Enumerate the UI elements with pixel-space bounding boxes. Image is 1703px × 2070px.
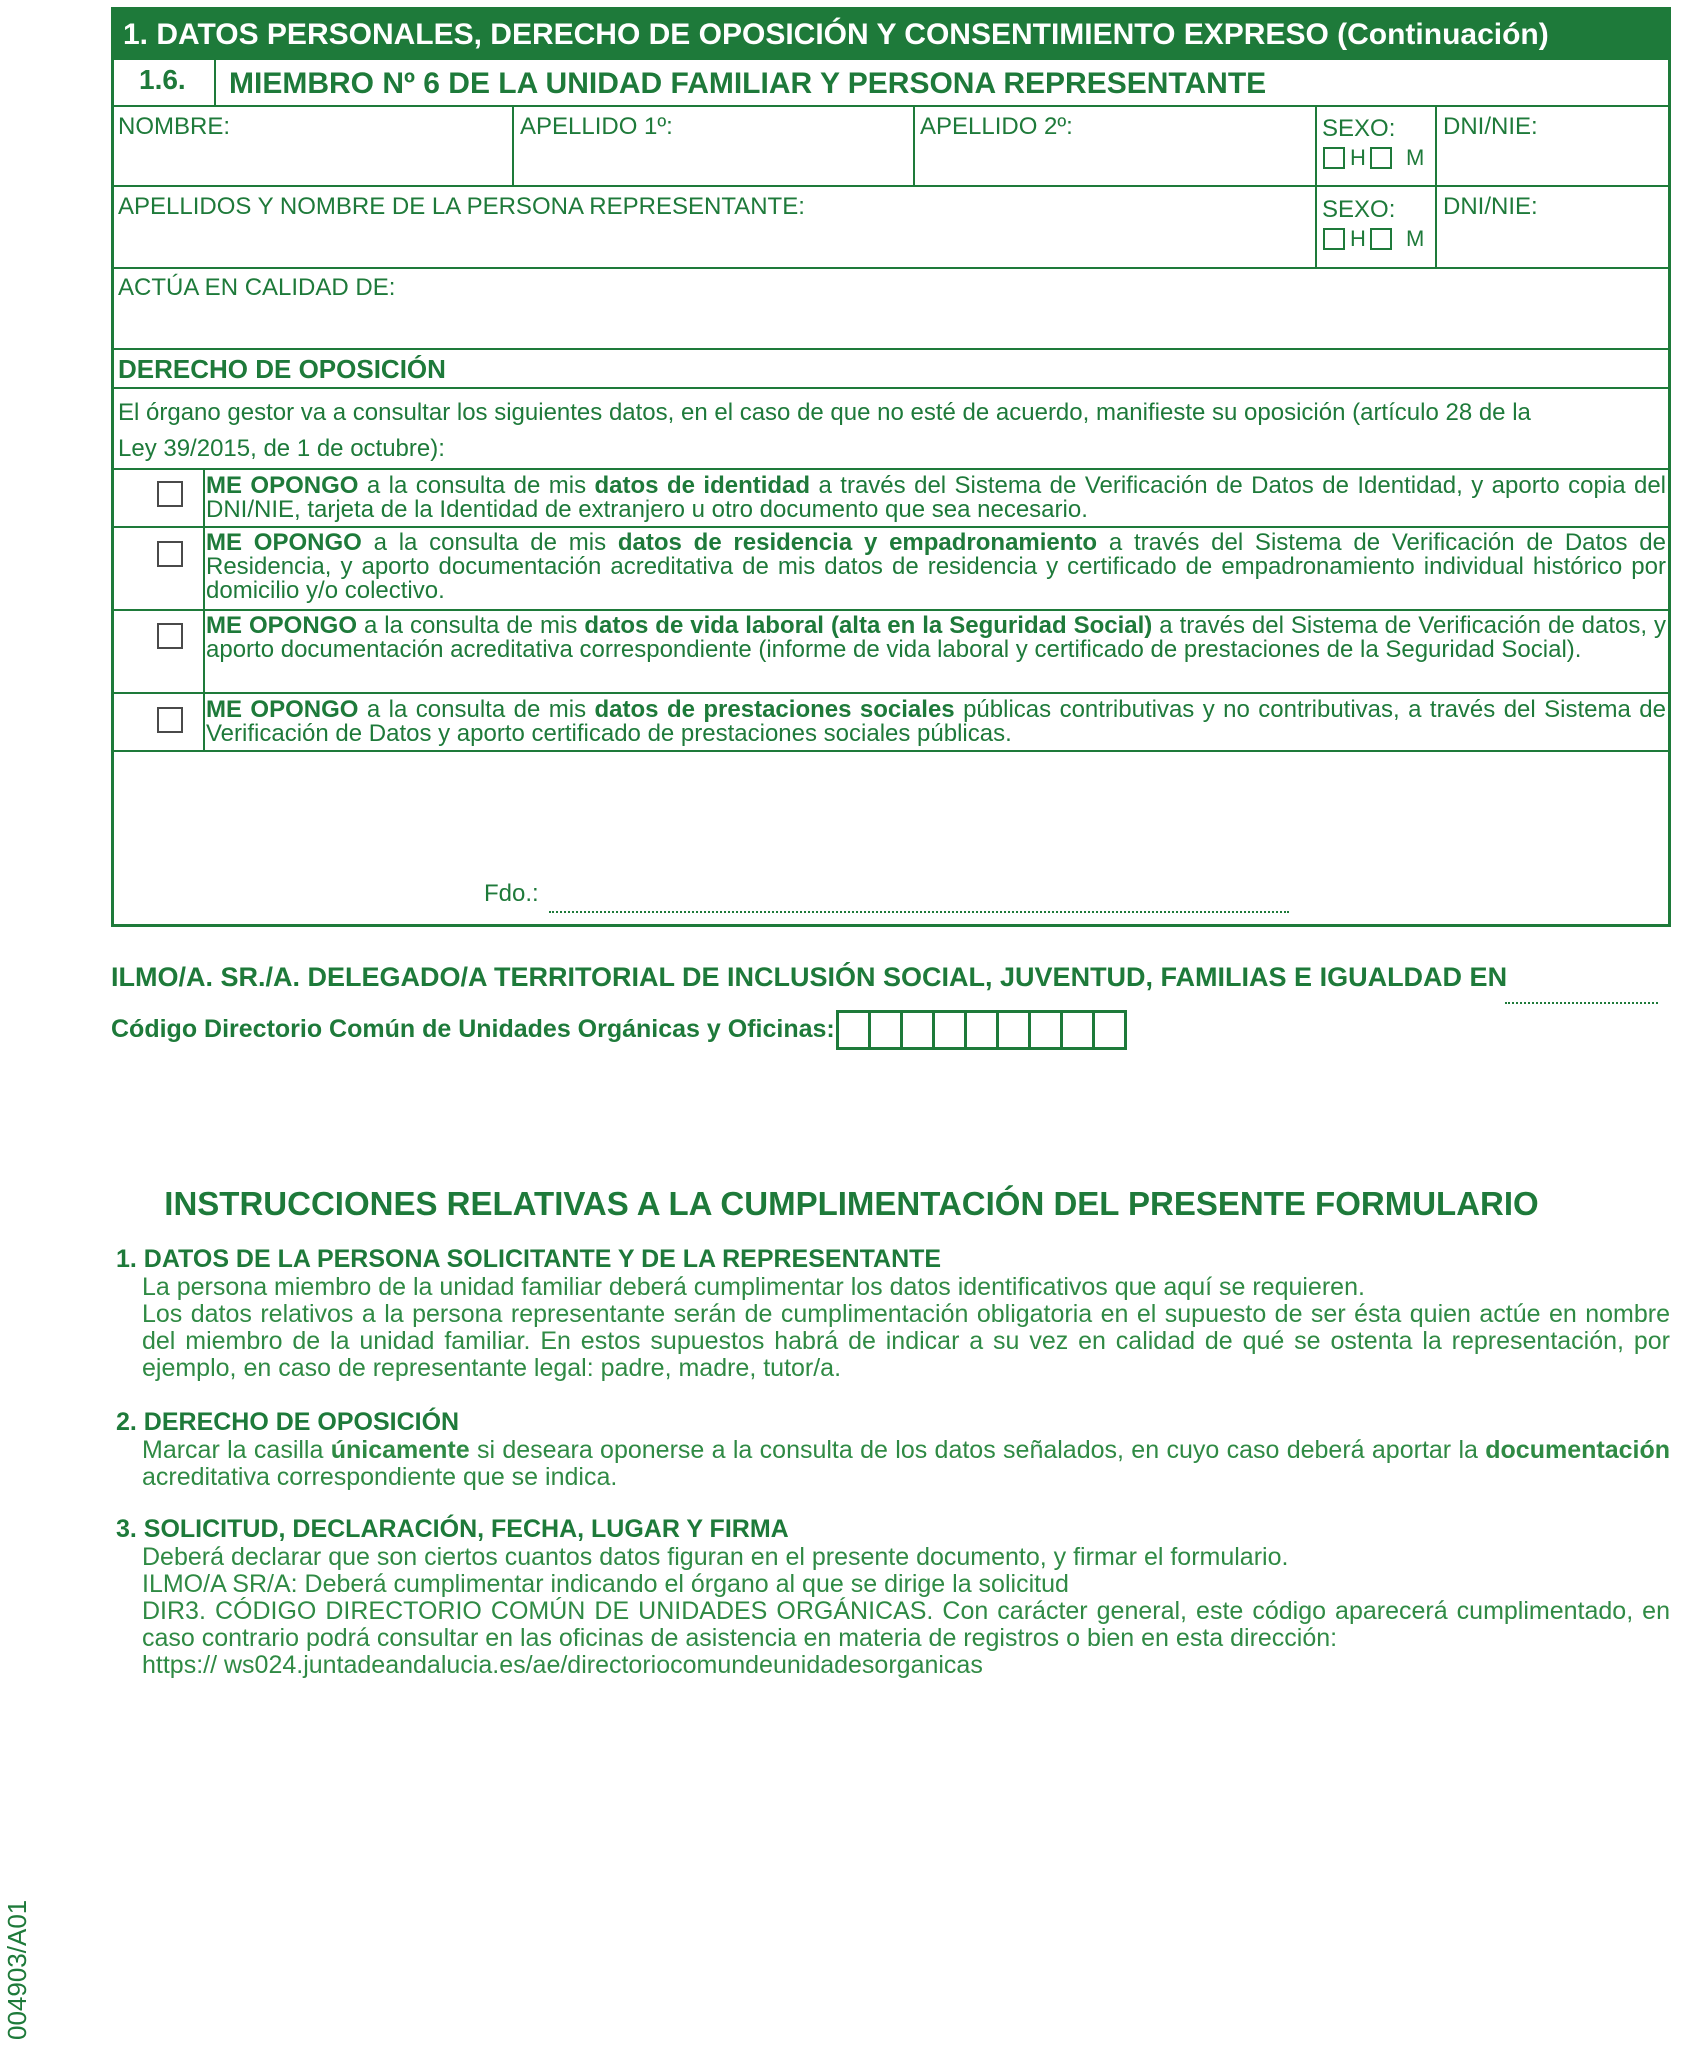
oposicion-item-prestaciones: ME OPONGO a la consulta de mis datos de prestaciones sociales públicas contributivas y no contributivas, a través del Sistema de Verificación de Datos y aporto certificado de prestaciones sociales públicas. [206, 696, 1666, 747]
oposicion-checkbox-identidad[interactable] [157, 481, 183, 507]
rep-sexo-m-checkbox[interactable] [1370, 228, 1392, 250]
directory-link[interactable]: https:// ws024.juntadeandalucia.es/ae/directoriocomundeunidadesorganicas [142, 1651, 983, 1679]
subsection-title: MIEMBRO Nº 6 DE LA UNIDAD FAMILIAR Y PERSONA REPRESENTANTE [229, 67, 1267, 100]
code-box[interactable] [932, 1010, 967, 1050]
sexo-m-checkbox[interactable] [1370, 147, 1392, 169]
rep-sexo-m-label: M [1406, 226, 1425, 251]
codigo-label: Código Directorio Común de Unidades Orgánicas y Oficinas: [111, 1015, 835, 1043]
rep-sexo-h-checkbox[interactable] [1323, 228, 1345, 250]
form-section [111, 7, 1671, 927]
actua-label: ACTÚA EN CALIDAD DE: [118, 274, 396, 301]
subsection-number: 1.6. [139, 64, 186, 95]
ilmo-field-line[interactable] [1505, 1002, 1658, 1004]
fdo-label: Fdo.: [484, 880, 539, 907]
code-box[interactable] [900, 1010, 935, 1050]
divider [114, 348, 1668, 350]
oposicion-item-residencia: ME OPONGO a la consulta de mis datos de residencia y empadronamiento a través del Sistema de Verificación de Datos de Residencia, y aporto documentación acreditativa de mis datos de residencia y certificado de empadronamiento individual histórico por domicilio y/o colectivo. [206, 529, 1667, 604]
divider [114, 468, 1668, 470]
code-box[interactable] [868, 1010, 903, 1050]
divider [512, 105, 514, 186]
oposicion-checkbox-prestaciones[interactable] [157, 707, 183, 733]
signature-line[interactable] [549, 911, 1289, 913]
nombre-label: NOMBRE: [118, 113, 231, 140]
divider [114, 387, 1668, 389]
section-title: 1. DATOS PERSONALES, DERECHO DE OPOSICIÓN Y CONSENTIMIENTO EXPRESO (Continuación) [114, 10, 1668, 60]
rep-dni-label: DNI/NIE: [1443, 193, 1538, 220]
sexo-h-checkbox[interactable] [1323, 147, 1345, 169]
divider [214, 60, 216, 107]
code-box[interactable] [1092, 1010, 1127, 1050]
instr-section-2-text: Marcar la casilla únicamente si deseara oponerse a la consulta de los datos señalados, en cuyo caso deberá aportar la documentación acreditativa correspondiente que se indica. [142, 1436, 1670, 1491]
oposicion-intro: El órgano gestor va a consultar los siguientes datos, en el caso de que no esté de acuerdo, manifieste su oposición (artículo 28 de la Ley 39/2015, de 1 de octubre): [118, 399, 1531, 462]
oposicion-heading: DERECHO DE OPOSICIÓN [118, 354, 446, 384]
divider [114, 609, 1668, 611]
ilmo-label: ILMO/A. SR./A. DELEGADO/A TERRITORIAL DE INCLUSIÓN SOCIAL, JUVENTUD, FAMILIAS E IGUALDAD EN [111, 962, 1508, 992]
apellido1-label: APELLIDO 1º: [520, 113, 673, 140]
code-box[interactable] [836, 1010, 871, 1050]
oposicion-checkbox-vida-laboral[interactable] [157, 623, 183, 649]
code-box[interactable] [964, 1010, 999, 1050]
instructions-title: INSTRUCCIONES RELATIVAS A LA CUMPLIMENTACIÓN DEL PRESENTE FORMULARIO [164, 1185, 1539, 1222]
codigo-boxes[interactable] [836, 1010, 1124, 1050]
divider [114, 692, 1668, 694]
divider [913, 105, 915, 186]
oposicion-item-identidad: ME OPONGO a la consulta de mis datos de identidad a través del Sistema de Verificación de Datos de Identidad, y aporto copia del DNI/NIE, tarjeta de la Identidad de extranjero u otro documento que sea necesario. [206, 472, 1666, 523]
divider [114, 267, 1668, 269]
divider [114, 185, 1668, 187]
sexo-m-label: M [1406, 145, 1425, 170]
code-box[interactable] [1060, 1010, 1095, 1050]
instr-section-3-heading: 3. SOLICITUD, DECLARACIÓN, FECHA, LUGAR Y FIRMA [116, 1515, 789, 1543]
instr-section-3-text: Deberá declarar que son ciertos cuantos datos figuran en el presente documento, y firmar el formulario. ILMO/A SR/A: Deberá cumplimentar indicando el órgano al que se dirige la solicitud DIR3. CÓDIGO DIRECTORIO COMÚN DE UNIDADES ORGÁNICAS. Con carácter general, este código aparecerá cumplimentado, en caso contrario podrá consultar en las oficinas de asistencia en materia de registros o bien en esta dirección: https:// ws024.juntadeandalucia.es/ae/directoriocomundeunidadesorganicas [142, 1543, 1670, 1679]
form-code: 004903/A01 [2, 1899, 32, 2040]
divider [114, 526, 1668, 528]
oposicion-item-vida-laboral: ME OPONGO a la consulta de mis datos de vida laboral (alta en la Seguridad Social) a través del Sistema de Verificación de datos, y aporto documentación acreditativa correspondiente (informe de vida laboral y certificado de prestaciones de la Seguridad Social). [206, 612, 1667, 663]
instr-section-1-heading: 1. DATOS DE LA PERSONA SOLICITANTE Y DE LA REPRESENTANTE [116, 1245, 942, 1273]
sexo-label: SEXO: [1322, 196, 1396, 223]
sexo-h-label: H [1350, 145, 1366, 170]
rep-sexo-h-label: H [1350, 226, 1366, 251]
oposicion-checkbox-residencia[interactable] [157, 541, 183, 567]
divider [114, 750, 1668, 752]
instr-section-2-heading: 2. DERECHO DE OPOSICIÓN [116, 1408, 460, 1436]
representante-label: APELLIDOS Y NOMBRE DE LA PERSONA REPRESENTANTE: [118, 193, 805, 220]
apellido2-label: APELLIDO 2º: [920, 113, 1073, 140]
instr-section-1-text: La persona miembro de la unidad familiar deberá cumplimentar los datos identificativos que aquí se requieren. Los datos relativos a la persona representante serán de cumplimentación obligatoria en el supuesto de ser ésta quien actúe en nombre del miembro de la unidad familiar. En estos supuestos habrá de indicar a su vez en calidad de qué se ostenta la representación, por ejemplo, en caso de representante legal: padre, madre, tutor/a. [142, 1273, 1670, 1382]
code-box[interactable] [996, 1010, 1031, 1050]
dni-label: DNI/NIE: [1443, 113, 1538, 140]
sexo-label: SEXO: [1322, 115, 1396, 142]
code-box[interactable] [1028, 1010, 1063, 1050]
